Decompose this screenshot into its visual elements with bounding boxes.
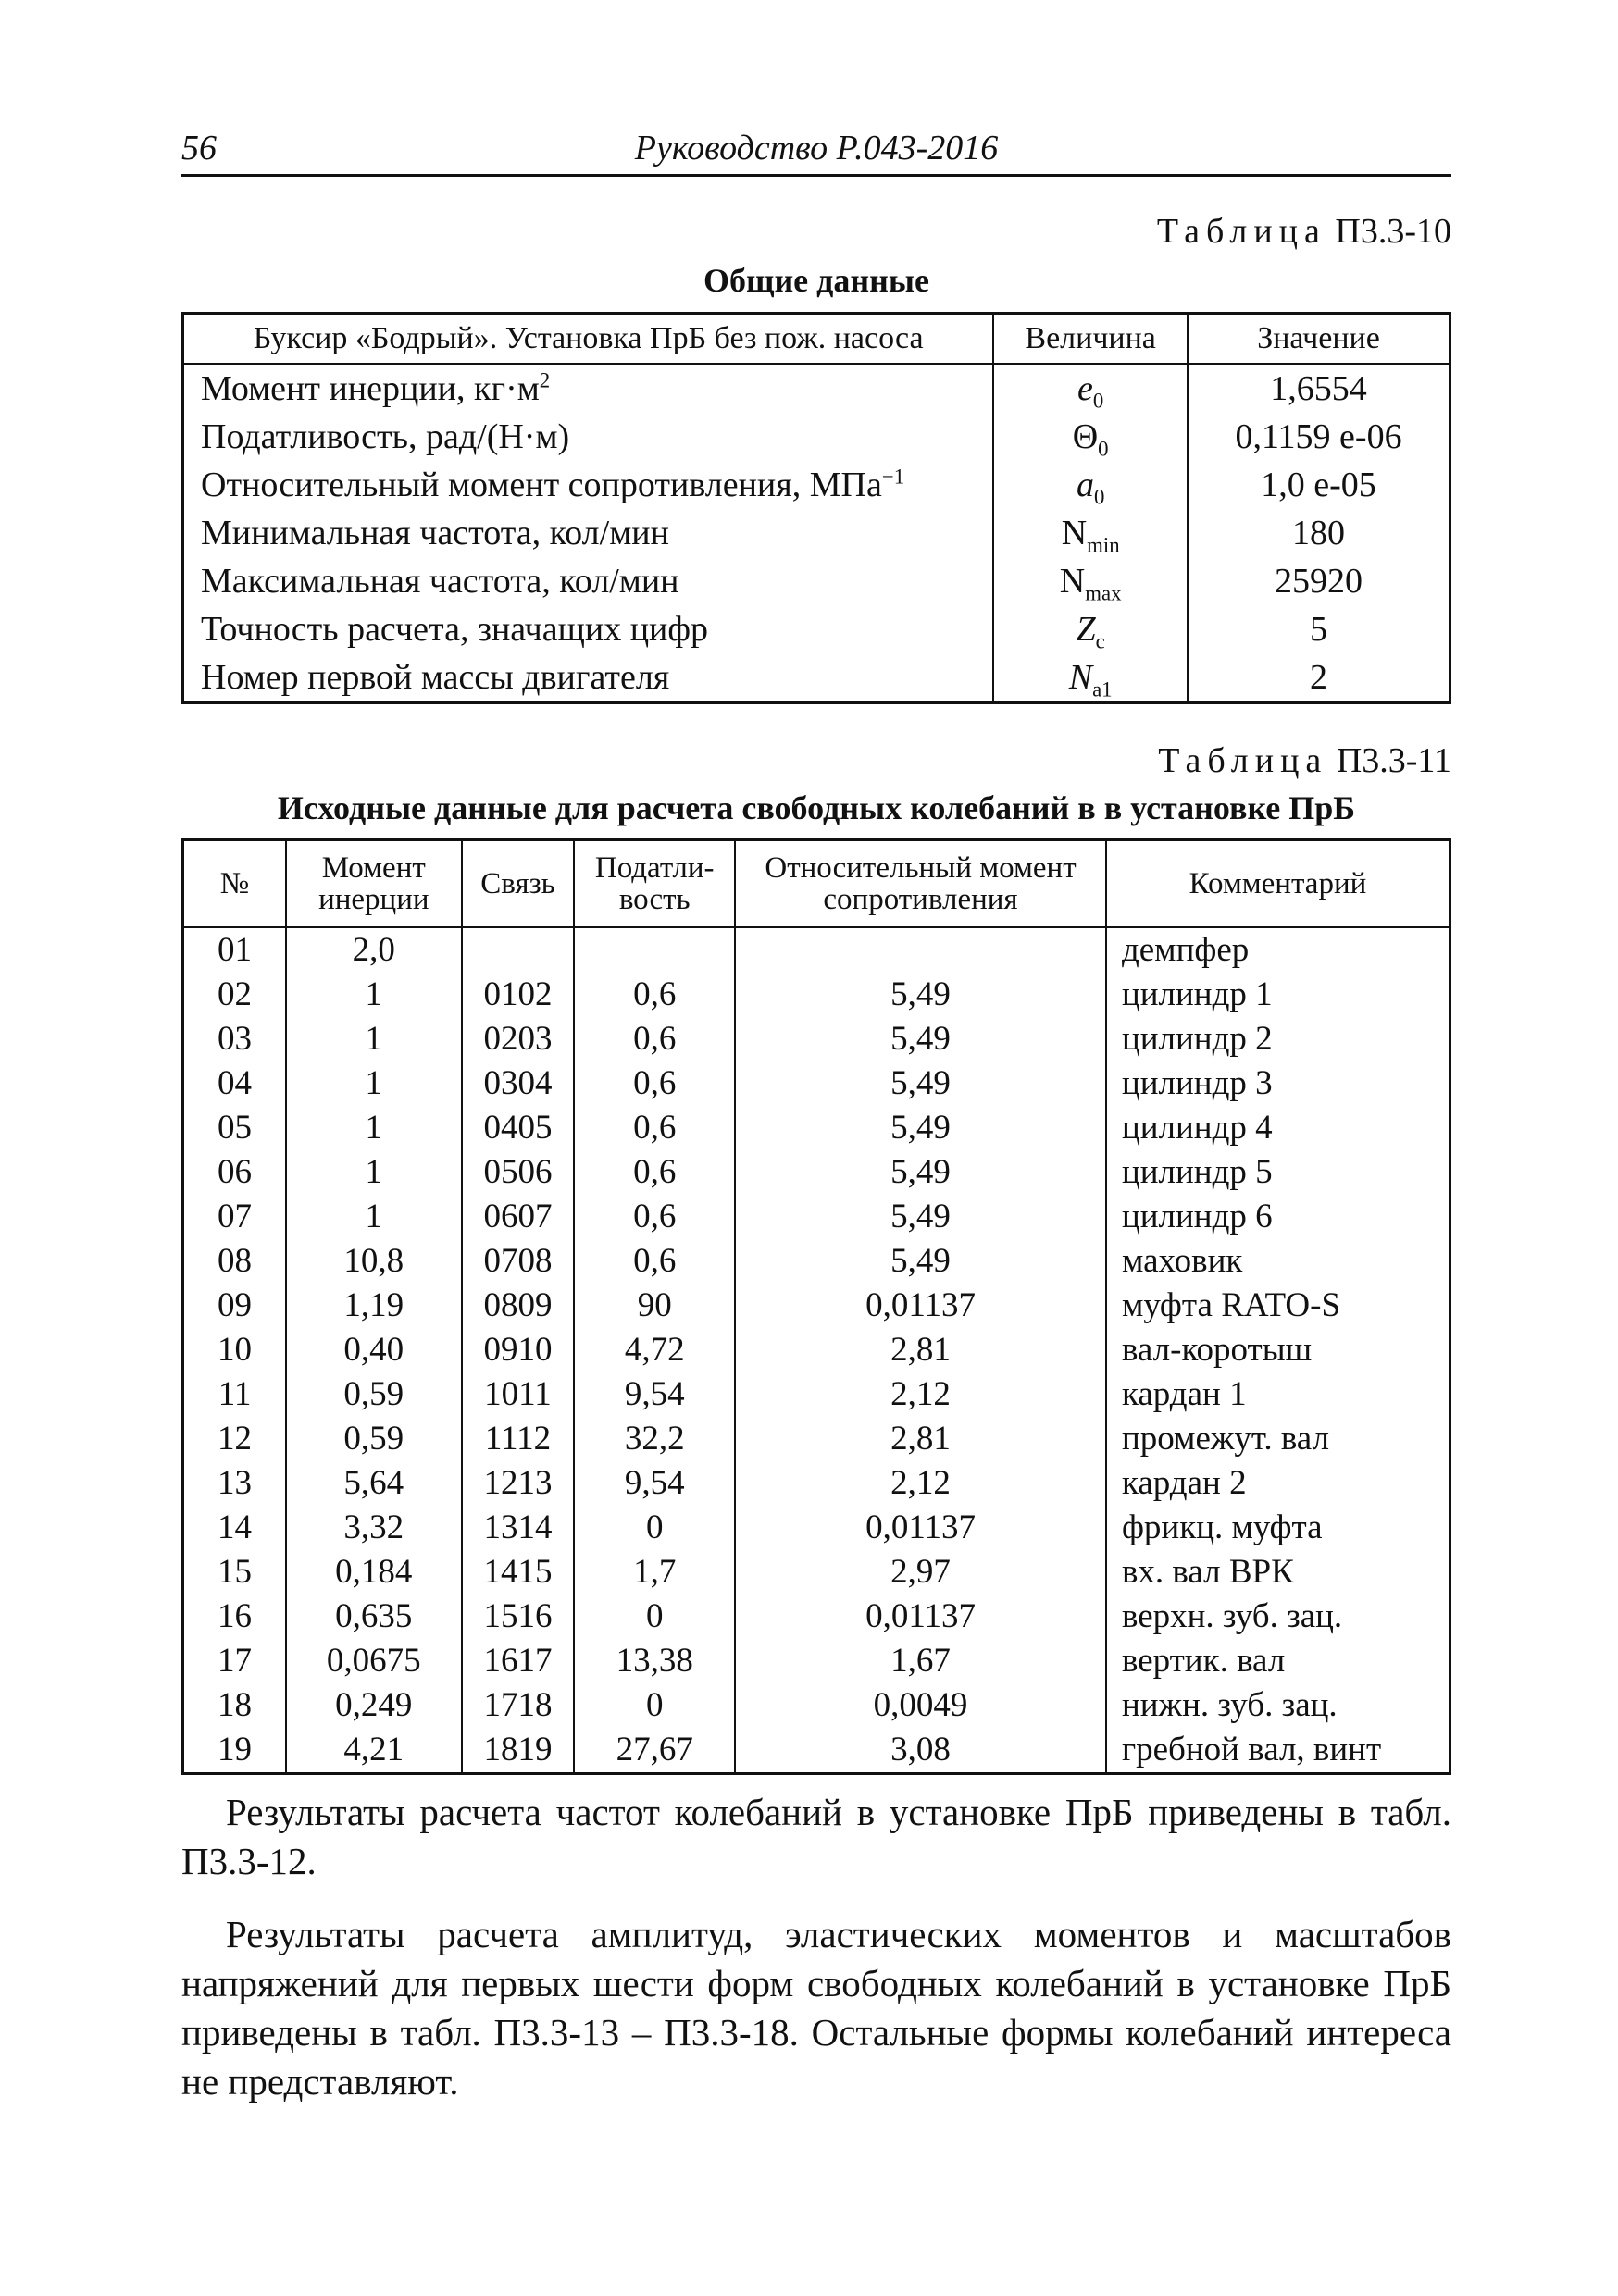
unit-superscript: −1 — [881, 465, 905, 489]
table11-caption-word: Таблица — [1158, 741, 1328, 780]
mass-number-cell: 04 — [183, 1061, 287, 1106]
table-row — [183, 1195, 1450, 1239]
table10-title: Общие данные — [703, 262, 929, 299]
relative-resistance-cell: 5,49 — [735, 1061, 1106, 1106]
link-cell: 0405 — [462, 1106, 575, 1150]
page-number: 56 — [181, 129, 217, 168]
parameter-symbol — [993, 461, 1188, 509]
relative-resistance-cell: 5,49 — [735, 1239, 1106, 1284]
moment-of-inertia-cell: 0,184 — [286, 1550, 462, 1595]
table11-header-5: Комментарий — [1106, 840, 1450, 928]
parameter-name — [183, 461, 994, 509]
moment-of-inertia-cell: 1 — [286, 1017, 462, 1061]
paragraph-2 — [181, 1910, 1451, 2106]
general-data-table — [181, 312, 1451, 704]
link-cell: 1213 — [462, 1461, 575, 1506]
link-cell: 0102 — [462, 973, 575, 1017]
link-cell: 0910 — [462, 1328, 575, 1372]
compliance-cell — [574, 927, 735, 973]
relative-resistance-cell: 2,81 — [735, 1417, 1106, 1461]
mass-number-cell: 14 — [183, 1506, 287, 1550]
comment-cell: вертик. вал — [1106, 1639, 1450, 1683]
symbol-text: e — [1077, 369, 1093, 408]
comment-cell: промежут. вал — [1106, 1417, 1450, 1461]
moment-of-inertia-cell: 1 — [286, 1106, 462, 1150]
comment-cell: кардан 2 — [1106, 1461, 1450, 1506]
table-row — [183, 557, 1450, 605]
link-cell: 0607 — [462, 1195, 575, 1239]
table-row — [183, 1061, 1450, 1106]
parameter-name-text: Относительный момент сопротивления, МПа — [201, 465, 882, 504]
running-header — [181, 128, 1451, 177]
compliance-cell: 0 — [574, 1595, 735, 1639]
parameter-symbol — [993, 413, 1188, 461]
link-cell: 1011 — [462, 1372, 575, 1417]
comment-cell: цилиндр 1 — [1106, 973, 1450, 1017]
table10-caption-word: Таблица — [1156, 212, 1326, 251]
mass-number-cell: 11 — [183, 1372, 287, 1417]
comment-cell: кардан 1 — [1106, 1372, 1450, 1417]
table-row — [183, 973, 1450, 1017]
table10-caption — [1157, 211, 1451, 252]
parameter-name-text: Максимальная частота, кол/мин — [201, 562, 679, 601]
table11-title: Исходные данные для расчета свободных колебаний в в установке ПрБ — [277, 789, 1356, 826]
comment-cell: маховик — [1106, 1239, 1450, 1284]
comment-cell: фрикц. муфта — [1106, 1506, 1450, 1550]
mass-number-cell: 17 — [183, 1639, 287, 1683]
table10-caption-number: П3.3-10 — [1335, 212, 1451, 251]
table-row — [183, 1550, 1450, 1595]
relative-resistance-cell: 5,49 — [735, 1017, 1106, 1061]
parameter-symbol — [993, 557, 1188, 605]
mass-number-cell: 03 — [183, 1017, 287, 1061]
parameter-value: 1,0 е-05 — [1188, 461, 1450, 509]
parameter-symbol — [993, 653, 1188, 703]
table-row — [183, 1683, 1450, 1728]
symbol-subscript: a1 — [1092, 677, 1113, 701]
table-row — [183, 364, 1450, 413]
compliance-cell: 9,54 — [574, 1372, 735, 1417]
relative-resistance-cell: 5,49 — [735, 973, 1106, 1017]
compliance-cell: 27,67 — [574, 1728, 735, 1774]
symbol-subscript: 0 — [1098, 437, 1109, 461]
parameter-symbol — [993, 605, 1188, 653]
parameter-name — [183, 653, 994, 703]
moment-of-inertia-cell: 1 — [286, 1150, 462, 1195]
table10-header-0: Буксир «Бодрый». Установка ПрБ без пож. насоса — [183, 314, 994, 365]
mass-number-cell: 12 — [183, 1417, 287, 1461]
relative-resistance-cell: 5,49 — [735, 1106, 1106, 1150]
parameter-value: 180 — [1188, 509, 1450, 557]
moment-of-inertia-cell: 0,40 — [286, 1328, 462, 1372]
parameter-name-text: Податливость, рад/(Н·м) — [201, 417, 570, 456]
parameter-name — [183, 413, 994, 461]
relative-resistance-cell: 0,0049 — [735, 1683, 1106, 1728]
symbol-text: Θ — [1072, 417, 1099, 456]
mass-number-cell: 02 — [183, 973, 287, 1017]
relative-resistance-cell: 0,01137 — [735, 1595, 1106, 1639]
relative-resistance-cell: 2,81 — [735, 1328, 1106, 1372]
parameter-name-text: Минимальная частота, кол/мин — [201, 514, 669, 552]
comment-cell: цилиндр 2 — [1106, 1017, 1450, 1061]
mass-number-cell: 18 — [183, 1683, 287, 1728]
mass-number-cell: 05 — [183, 1106, 287, 1150]
table-row — [183, 1372, 1450, 1417]
mass-number-cell: 10 — [183, 1328, 287, 1372]
table-row — [183, 1284, 1450, 1328]
parameter-value: 2 — [1188, 653, 1450, 703]
parameter-name-text: Точность расчета, значащих цифр — [201, 610, 709, 649]
link-cell: 0506 — [462, 1150, 575, 1195]
compliance-cell: 0 — [574, 1683, 735, 1728]
compliance-cell: 32,2 — [574, 1417, 735, 1461]
table11-header-3: Податли-вость — [574, 840, 735, 928]
relative-resistance-cell: 0,01137 — [735, 1284, 1106, 1328]
compliance-cell: 90 — [574, 1284, 735, 1328]
mass-number-cell: 01 — [183, 927, 287, 973]
table-row — [183, 1328, 1450, 1372]
mass-number-cell: 09 — [183, 1284, 287, 1328]
relative-resistance-cell: 1,67 — [735, 1639, 1106, 1683]
compliance-cell: 0 — [574, 1506, 735, 1550]
compliance-cell: 0,6 — [574, 973, 735, 1017]
table-row — [183, 413, 1450, 461]
parameter-value: 5 — [1188, 605, 1450, 653]
link-cell: 1819 — [462, 1728, 575, 1774]
mass-number-cell: 16 — [183, 1595, 287, 1639]
link-cell — [462, 927, 575, 973]
parameter-name — [183, 605, 994, 653]
link-cell: 1415 — [462, 1550, 575, 1595]
table11-header-row — [183, 840, 1450, 928]
compliance-cell: 1,7 — [574, 1550, 735, 1595]
mass-number-cell: 06 — [183, 1150, 287, 1195]
symbol-subscript: max — [1085, 581, 1122, 605]
relative-resistance-cell: 0,01137 — [735, 1506, 1106, 1550]
link-cell: 0708 — [462, 1239, 575, 1284]
compliance-cell: 0,6 — [574, 1150, 735, 1195]
symbol-subscript: 0 — [1092, 389, 1104, 413]
table-row — [183, 1506, 1450, 1550]
comment-cell: демпфер — [1106, 927, 1450, 973]
mass-number-cell: 07 — [183, 1195, 287, 1239]
table-row — [183, 927, 1450, 973]
table-row — [183, 653, 1450, 703]
table-row — [183, 1417, 1450, 1461]
comment-cell: нижн. зуб. зац. — [1106, 1683, 1450, 1728]
link-cell: 0203 — [462, 1017, 575, 1061]
parameter-value: 1,6554 — [1188, 364, 1450, 413]
mass-number-cell: 19 — [183, 1728, 287, 1774]
paragraph-1-text: Результаты расчета частот колебаний в установке ПрБ приведены в табл. П3.3-12. — [181, 1791, 1451, 1882]
relative-resistance-cell: 5,49 — [735, 1150, 1106, 1195]
parameter-name-text: Момент инерции, кг·м — [201, 369, 540, 408]
paragraph-2-text: Результаты расчета амплитуд, эластических моментов и масштабов напряжений для первых шести форм свободных колебаний в установке ПрБ приведены в табл. П3.3-13 – П3.3-18. Остальные формы колебаний интереса не представляют. — [181, 1913, 1451, 2103]
parameter-symbol — [993, 364, 1188, 413]
moment-of-inertia-cell: 0,59 — [286, 1372, 462, 1417]
unit-superscript: 2 — [539, 368, 551, 392]
comment-cell: вал-коротыш — [1106, 1328, 1450, 1372]
symbol-text: Z — [1076, 610, 1096, 649]
parameter-name — [183, 364, 994, 413]
moment-of-inertia-cell: 0,0675 — [286, 1639, 462, 1683]
paragraph-1 — [181, 1788, 1451, 1886]
parameter-value: 25920 — [1188, 557, 1450, 605]
comment-cell: вх. вал ВРК — [1106, 1550, 1450, 1595]
table10-header-2: Значение — [1188, 314, 1450, 365]
table10-header-row — [183, 314, 1450, 365]
mass-number-cell: 08 — [183, 1239, 287, 1284]
table-row — [183, 1595, 1450, 1639]
relative-resistance-cell: 2,12 — [735, 1372, 1106, 1417]
table-row — [183, 509, 1450, 557]
symbol-text: a — [1076, 465, 1094, 504]
relative-resistance-cell: 5,49 — [735, 1195, 1106, 1239]
compliance-cell: 9,54 — [574, 1461, 735, 1506]
table-row — [183, 1150, 1450, 1195]
symbol-subscript: min — [1087, 533, 1120, 557]
moment-of-inertia-cell: 10,8 — [286, 1239, 462, 1284]
moment-of-inertia-cell: 4,21 — [286, 1728, 462, 1774]
parameter-name-text: Номер первой массы двигателя — [201, 658, 670, 697]
moment-of-inertia-cell: 5,64 — [286, 1461, 462, 1506]
table-row — [183, 1639, 1450, 1683]
compliance-cell: 0,6 — [574, 1017, 735, 1061]
moment-of-inertia-cell: 0,635 — [286, 1595, 462, 1639]
link-cell: 0304 — [462, 1061, 575, 1106]
symbol-subscript: 0 — [1093, 485, 1105, 509]
moment-of-inertia-cell: 1,19 — [286, 1284, 462, 1328]
table-row — [183, 1728, 1450, 1774]
link-cell: 0809 — [462, 1284, 575, 1328]
symbol-text: N — [1059, 562, 1086, 601]
compliance-cell: 0,6 — [574, 1106, 735, 1150]
relative-resistance-cell: 2,97 — [735, 1550, 1106, 1595]
compliance-cell: 0,6 — [574, 1195, 735, 1239]
compliance-cell: 0,6 — [574, 1061, 735, 1106]
moment-of-inertia-cell: 1 — [286, 973, 462, 1017]
table-row — [183, 605, 1450, 653]
symbol-text: N — [1068, 658, 1093, 697]
comment-cell: гребной вал, винт — [1106, 1728, 1450, 1774]
compliance-cell: 0,6 — [574, 1239, 735, 1284]
table11-header-4: Относительный момент сопротивления — [735, 840, 1106, 928]
moment-of-inertia-cell: 1 — [286, 1061, 462, 1106]
relative-resistance-cell: 2,12 — [735, 1461, 1106, 1506]
moment-of-inertia-cell: 0,249 — [286, 1683, 462, 1728]
moment-of-inertia-cell: 3,32 — [286, 1506, 462, 1550]
table11-header-1: Момент инерции — [286, 840, 462, 928]
table11-header-0: № — [183, 840, 287, 928]
parameter-name — [183, 509, 994, 557]
table11-caption — [1158, 740, 1451, 781]
table-row — [183, 1239, 1450, 1284]
symbol-text: N — [1061, 514, 1088, 552]
compliance-cell: 13,38 — [574, 1639, 735, 1683]
comment-cell: верхн. зуб. зац. — [1106, 1595, 1450, 1639]
parameter-symbol — [993, 509, 1188, 557]
moment-of-inertia-cell: 0,59 — [286, 1417, 462, 1461]
moment-of-inertia-cell: 1 — [286, 1195, 462, 1239]
mass-number-cell: 15 — [183, 1550, 287, 1595]
table-row — [183, 1017, 1450, 1061]
relative-resistance-cell: 3,08 — [735, 1728, 1106, 1774]
table-row — [183, 461, 1450, 509]
table10-header-1: Величина — [993, 314, 1188, 365]
parameter-name — [183, 557, 994, 605]
link-cell: 1516 — [462, 1595, 575, 1639]
table-row — [183, 1106, 1450, 1150]
comment-cell: цилиндр 5 — [1106, 1150, 1450, 1195]
symbol-subscript: c — [1095, 629, 1105, 653]
comment-cell: цилиндр 6 — [1106, 1195, 1450, 1239]
link-cell: 1718 — [462, 1683, 575, 1728]
relative-resistance-cell — [735, 927, 1106, 973]
moment-of-inertia-cell: 2,0 — [286, 927, 462, 973]
table11-caption-number: П3.3-11 — [1336, 741, 1451, 780]
link-cell: 1314 — [462, 1506, 575, 1550]
initial-data-table — [181, 838, 1451, 1775]
link-cell: 1617 — [462, 1639, 575, 1683]
comment-cell: цилиндр 4 — [1106, 1106, 1450, 1150]
link-cell: 1112 — [462, 1417, 575, 1461]
comment-cell: цилиндр 3 — [1106, 1061, 1450, 1106]
compliance-cell: 4,72 — [574, 1328, 735, 1372]
header-title: Руководство Р.043-2016 — [634, 129, 999, 168]
comment-cell: муфта RATO-S — [1106, 1284, 1450, 1328]
table11-header-2: Связь — [462, 840, 575, 928]
mass-number-cell: 13 — [183, 1461, 287, 1506]
parameter-value: 0,1159 е-06 — [1188, 413, 1450, 461]
table-row — [183, 1461, 1450, 1506]
